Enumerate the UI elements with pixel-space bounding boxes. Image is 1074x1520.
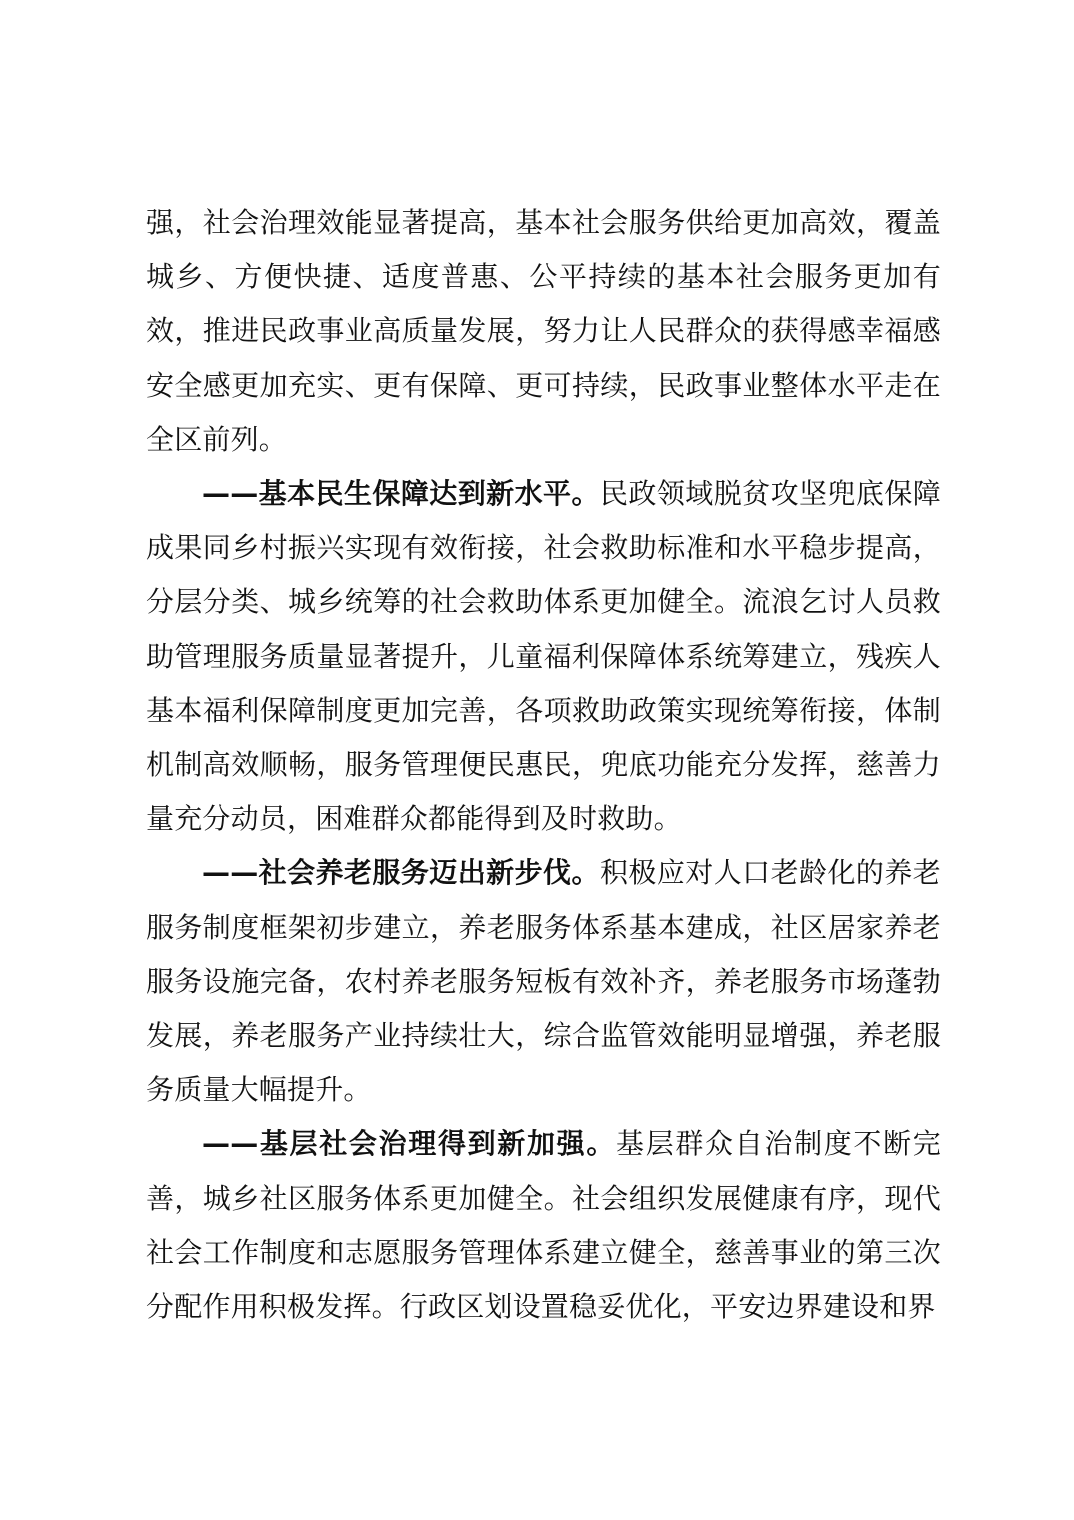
paragraph-continuation: [146, 196, 941, 467]
paragraph-text: 基层群众自治制度不断完善，城乡社区服务体系更加健全。社会组织发展健康有序，现代社会工作制度和志愿服务管理体系建立健全，慈善事业的第三次分配作用积极发挥。行政区划设置稳妥优化，平安边界建设和界: [146, 1127, 941, 1324]
paragraph-text: 民政领域脱贫攻坚兜底保障成果同乡村振兴实现有效衔接，社会救助标准和水平稳步提高，分层分类、城乡统筹的社会救助体系更加健全。流浪乞讨人员救助管理服务质量显著提升，儿童福利保障体系统筹建立，残疾人基本福利保障制度更加完善，各项救助政策实现统筹衔接，体制机制高效顺畅，服务管理便民惠民，兜底功能充分发挥，慈善力量充分动员，困难群众都能得到及时救助。: [146, 477, 941, 836]
paragraph-lead: ——社会养老服务迈出新步伐。: [202, 856, 600, 890]
paragraph-lead: ——基本民生保障达到新水平。: [202, 477, 600, 511]
paragraph-basic-livelihood: [146, 467, 941, 846]
document-body: [146, 196, 941, 1334]
paragraph-text: 强，社会治理效能显著提高，基本社会服务供给更加高效，覆盖城乡、方便快捷、适度普惠、公平持续的基本社会服务更加有效，推进民政事业高质量发展，努力让人民群众的获得感幸福感安全感更加充实、更有保障、更可持续，民政事业整体水平走在全区前列。: [146, 206, 941, 456]
paragraph-text: 积极应对人口老龄化的养老服务制度框架初步建立，养老服务体系基本建成，社区居家养老服务设施完备，农村养老服务短板有效补齐，养老服务市场蓬勃发展，养老服务产业持续壮大，综合监管效能明显增强，养老服务质量大幅提升。: [146, 856, 941, 1107]
paragraph-lead: ——基层社会治理得到新加强。: [202, 1127, 617, 1161]
paragraph-grassroots-governance: [146, 1117, 941, 1334]
paragraph-elderly-care: [146, 846, 941, 1117]
